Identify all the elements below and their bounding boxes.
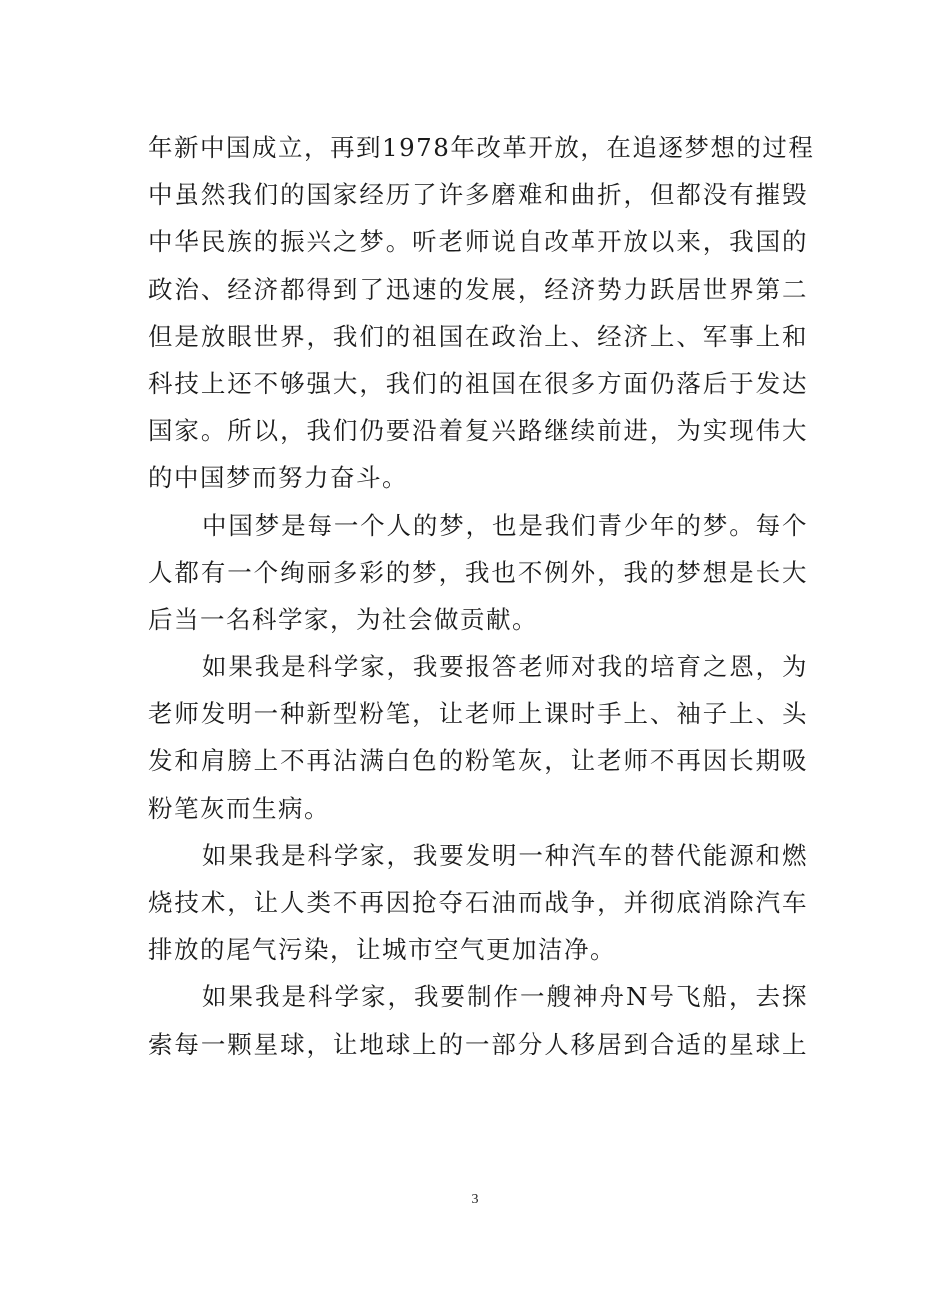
text-line: 年新中国成立，再到1978年改革开放，在追逐梦想的过程 (148, 133, 815, 162)
text-line: 中华民族的振兴之梦。听老师说自改革开放以来，我国的 (148, 227, 808, 257)
page-number: 3 (471, 1192, 479, 1207)
text-line: 如果我是科学家，我要制作一艘神舟N号飞船，去探 (202, 982, 808, 1012)
text-line: 排放的尾气污染，让城市空气更加洁净。 (148, 935, 616, 965)
text-line: 如果我是科学家，我要报答老师对我的培育之恩，为 (202, 652, 808, 682)
text-line: 索每一颗星球，让地球上的一部分人移居到合适的星球上 (148, 1029, 808, 1059)
paragraph (148, 977, 808, 1071)
text-line: 发和肩膀上不再沾满白色的粉笔灰，让老师不再因长期吸 (148, 746, 808, 776)
text-line: 烧技术，让人类不再因抢夺石油而战争，并彻底消除汽车 (148, 888, 808, 917)
paragraph (148, 128, 815, 506)
text-line: 后当一名科学家，为社会做贡献。 (148, 604, 538, 634)
paragraph (148, 647, 808, 836)
text-line: 科技上还不够强大，我们的祖国在很多方面仍落后于发达 (148, 368, 808, 398)
text-line: 但是放眼世界，我们的祖国在政治上、经济上、军事上和 (148, 321, 808, 351)
text-line: 国家。所以，我们仍要沿着复兴路继续前进，为实现伟大 (148, 416, 808, 446)
paragraph (148, 836, 808, 978)
text-line: 如果我是科学家，我要发明一种汽车的替代能源和燃 (202, 840, 808, 870)
text-line: 的中国梦而努力奋斗。 (148, 463, 408, 493)
document-body (148, 128, 815, 1072)
text-line: 粉笔灰而生病。 (148, 793, 330, 823)
text-line: 老师发明一种新型粉笔，让老师上课时手上、袖子上、头 (148, 699, 808, 729)
paragraph (148, 506, 808, 648)
text-line: 中虽然我们的国家经历了许多磨难和曲折，但都没有摧毁 (148, 180, 808, 210)
text-line: 人都有一个绚丽多彩的梦，我也不例外，我的梦想是长大 (148, 557, 808, 587)
text-line: 政治、经济都得到了迅速的发展，经济势力跃居世界第二 (148, 274, 808, 304)
text-line: 中国梦是每一个人的梦，也是我们青少年的梦。每个 (202, 510, 808, 540)
